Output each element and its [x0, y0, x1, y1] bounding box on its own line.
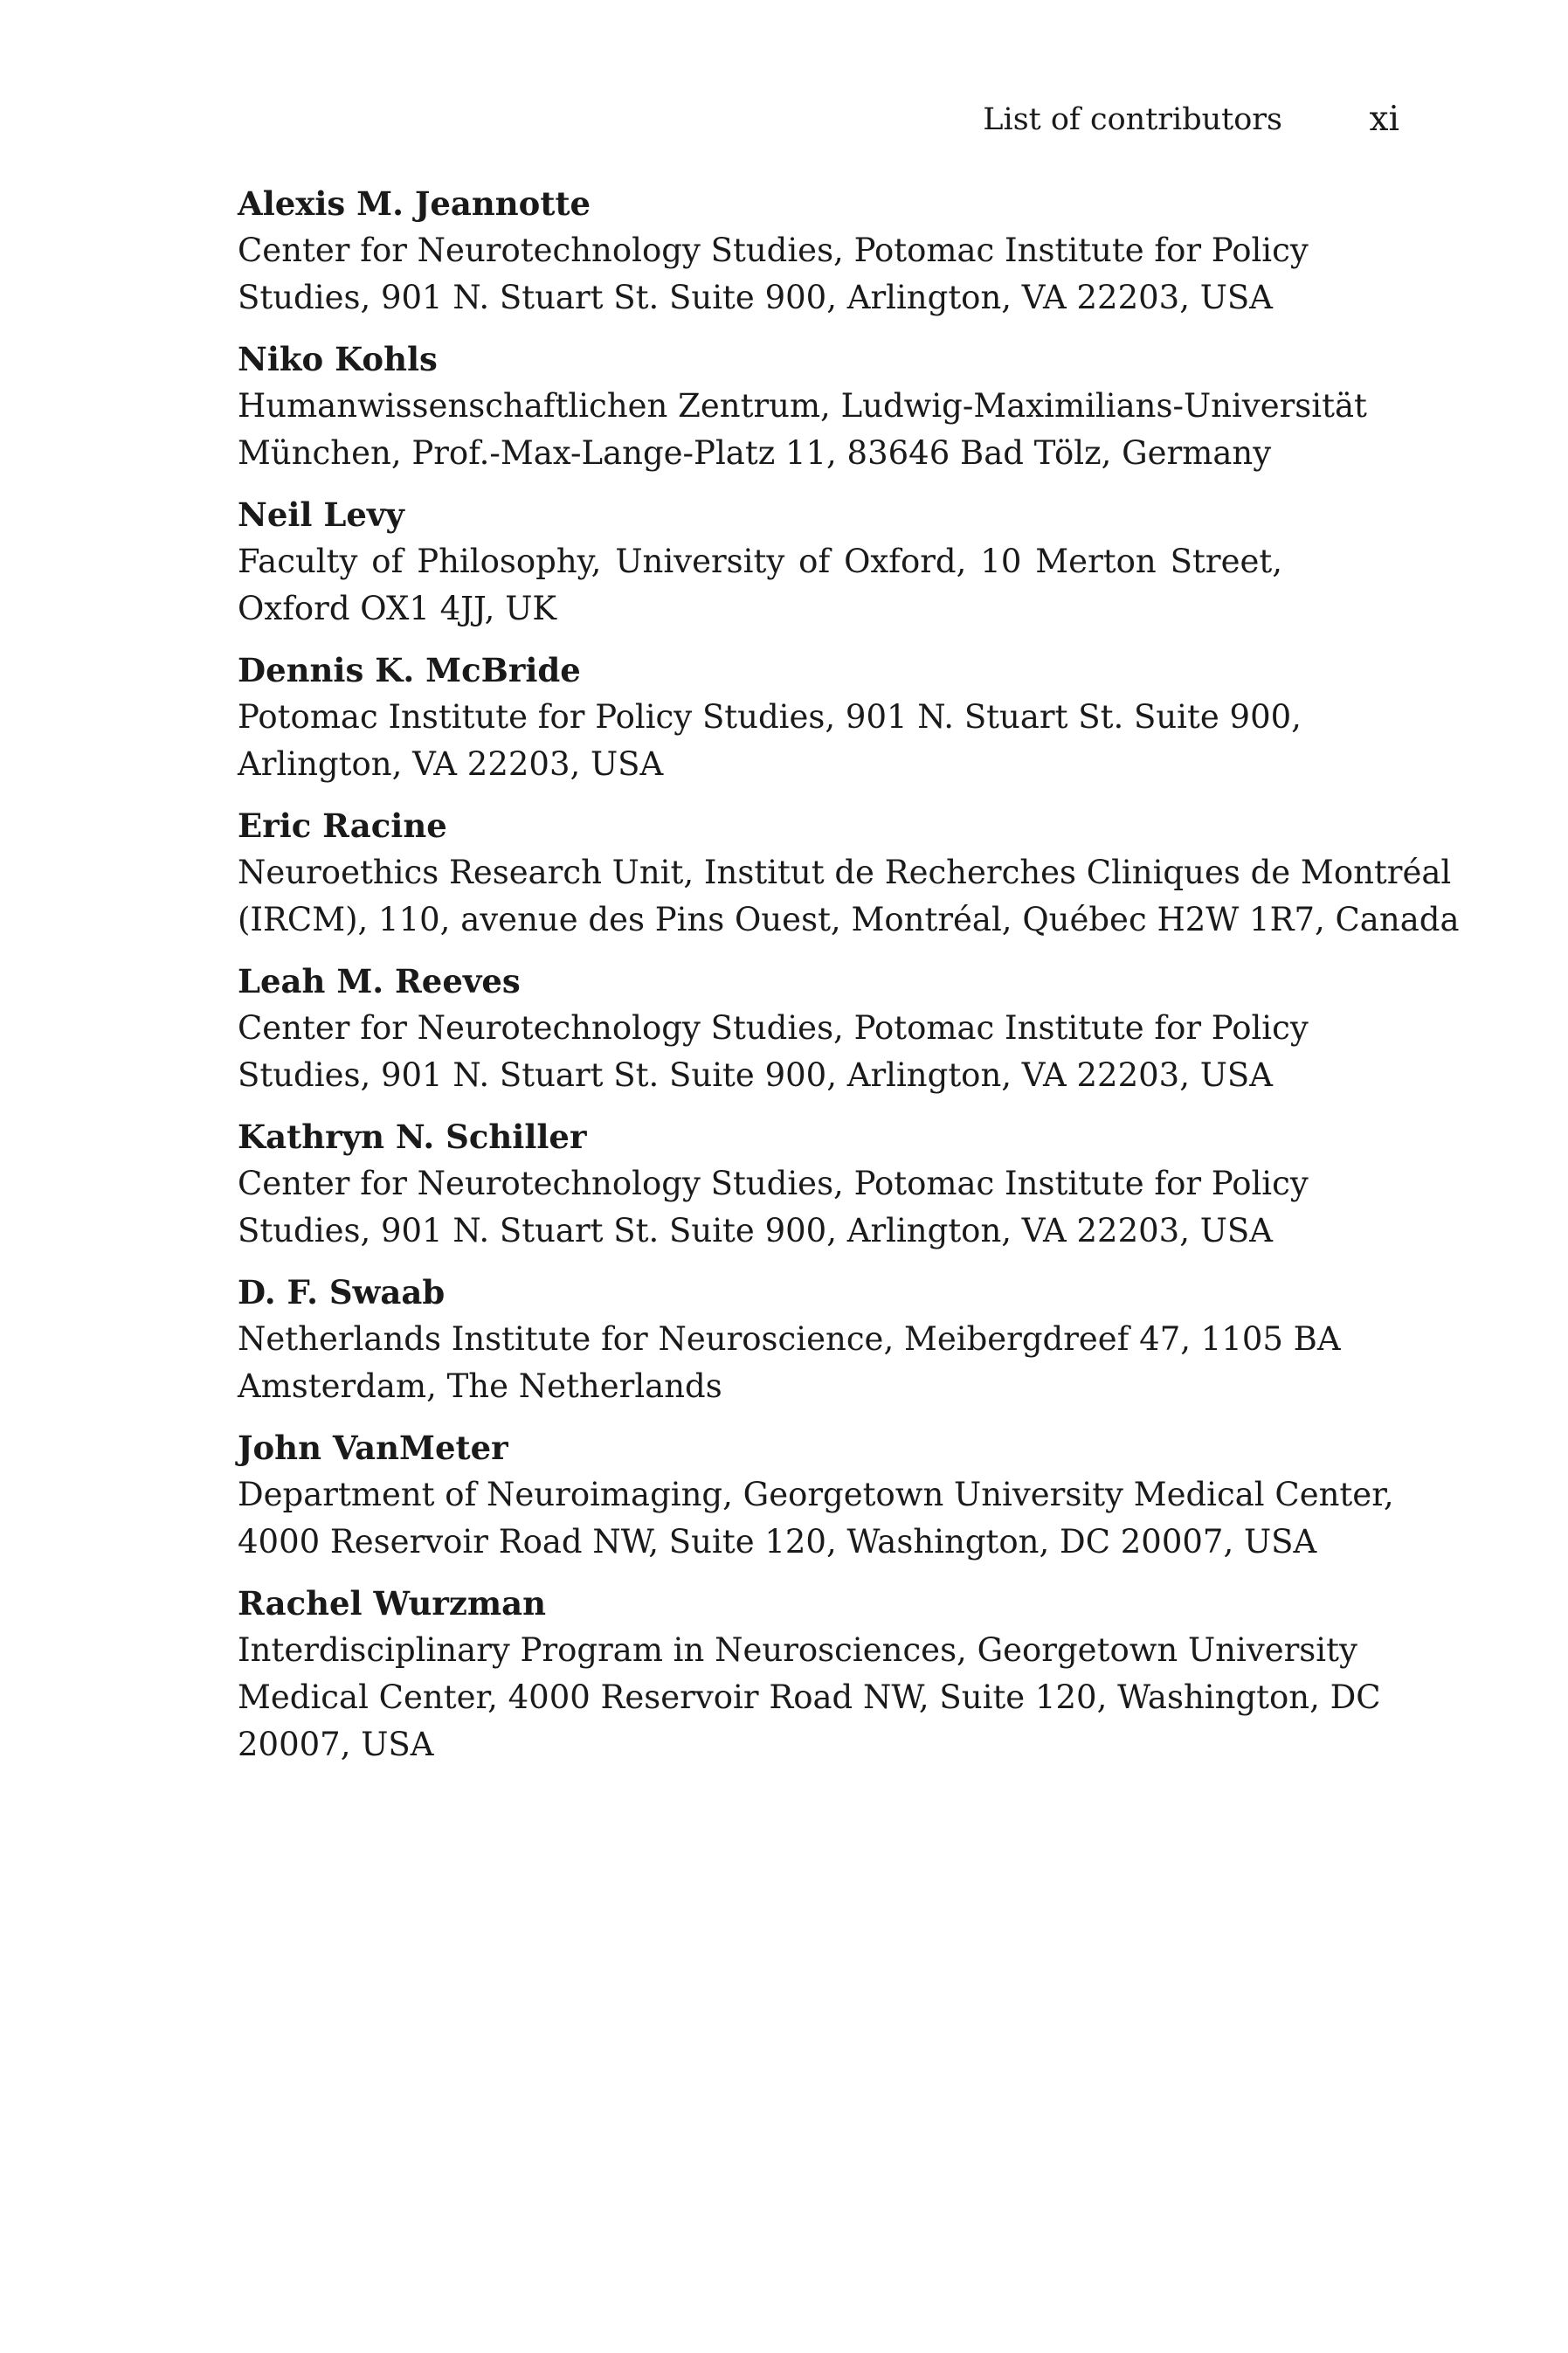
affiliation-line: Neuroethics Research Unit, Institut de Recherches Cliniques de Montréal	[238, 854, 1452, 891]
affiliation-line: Medical Center, 4000 Reservoir Road NW, Suite 120, Washington, DC	[238, 1678, 1381, 1716]
contributor-list	[238, 180, 1460, 1782]
contributor-entry	[238, 958, 1309, 1099]
contributor-affiliation	[238, 538, 1282, 633]
contributor-affiliation	[238, 1471, 1394, 1566]
contributor-name: D. F. Swaab	[238, 1273, 446, 1311]
affiliation-line: Interdisciplinary Program in Neurosciences, Georgetown University	[238, 1631, 1357, 1669]
contributor-entry	[238, 1269, 1341, 1410]
affiliation-line: Netherlands Institute for Neuroscience, Meibergdreef 47, 1105 BA	[238, 1320, 1341, 1358]
contributor-entry	[238, 647, 1302, 788]
affiliation-line: Potomac Institute for Policy Studies, 901 N. Stuart St. Suite 900,	[238, 698, 1302, 736]
contributor-name: Leah M. Reeves	[238, 962, 521, 1000]
contributor-entry	[238, 336, 1367, 477]
contributor-affiliation	[238, 227, 1309, 322]
contributor-affiliation	[238, 1627, 1381, 1768]
contributor-name: Eric Racine	[238, 806, 447, 845]
affiliation-line: Arlington, VA 22203, USA	[238, 745, 664, 783]
contributor-affiliation	[238, 1160, 1309, 1255]
contributor-name: Alexis M. Jeannotte	[238, 184, 591, 223]
contributor-entry	[238, 1113, 1309, 1255]
affiliation-line: Studies, 901 N. Stuart St. Suite 900, Arlington, VA 22203, USA	[238, 1056, 1273, 1094]
contributor-name: Niko Kohls	[238, 340, 438, 378]
affiliation-line: Oxford OX1 4JJ, UK	[238, 590, 557, 627]
contributor-entry	[238, 802, 1460, 944]
affiliation-line: Department of Neuroimaging, Georgetown University Medical Center,	[238, 1476, 1394, 1513]
contributor-name: Dennis K. McBride	[238, 651, 581, 689]
running-head-title: List of contributors	[983, 102, 1282, 137]
affiliation-line: 4000 Reservoir Road NW, Suite 120, Washington, DC 20007, USA	[238, 1523, 1317, 1561]
contributor-affiliation	[238, 694, 1302, 788]
contributor-affiliation	[238, 1005, 1309, 1099]
running-head	[238, 98, 1399, 142]
affiliation-line: (IRCM), 110, avenue des Pins Ouest, Montréal, Québec H2W 1R7, Canada	[238, 901, 1460, 938]
contributor-name: Neil Levy	[238, 495, 404, 534]
contributor-name: Rachel Wurzman	[238, 1584, 546, 1623]
affiliation-line: Humanwissenschaftlichen Zentrum, Ludwig-Maximilians-Universität	[238, 387, 1367, 425]
contributor-affiliation	[238, 1316, 1341, 1410]
contributor-affiliation	[238, 849, 1460, 944]
affiliation-line: Center for Neurotechnology Studies, Potomac Institute for Policy	[238, 232, 1309, 269]
affiliation-line: Faculty of Philosophy, University of Oxford, 10 Merton Street,	[238, 543, 1282, 580]
affiliation-line: München, Prof.-Max-Lange-Platz 11, 83646 Bad Tölz, Germany	[238, 434, 1272, 472]
affiliation-line: 20007, USA	[238, 1726, 434, 1763]
contributor-name: John VanMeter	[238, 1429, 508, 1467]
affiliation-line: Studies, 901 N. Stuart St. Suite 900, Arlington, VA 22203, USA	[238, 1212, 1273, 1249]
contributor-entry	[238, 1424, 1394, 1566]
contributor-entry	[238, 491, 1282, 633]
contributor-name: Kathryn N. Schiller	[238, 1118, 587, 1156]
contributor-entry	[238, 180, 1309, 322]
affiliation-line: Studies, 901 N. Stuart St. Suite 900, Arlington, VA 22203, USA	[238, 279, 1273, 316]
page-number: xi	[1369, 100, 1399, 139]
contributor-entry	[238, 1580, 1381, 1768]
affiliation-line: Center for Neurotechnology Studies, Potomac Institute for Policy	[238, 1165, 1309, 1202]
affiliation-line: Center for Neurotechnology Studies, Potomac Institute for Policy	[238, 1009, 1309, 1047]
contributor-affiliation	[238, 383, 1367, 477]
affiliation-line: Amsterdam, The Netherlands	[238, 1367, 722, 1405]
